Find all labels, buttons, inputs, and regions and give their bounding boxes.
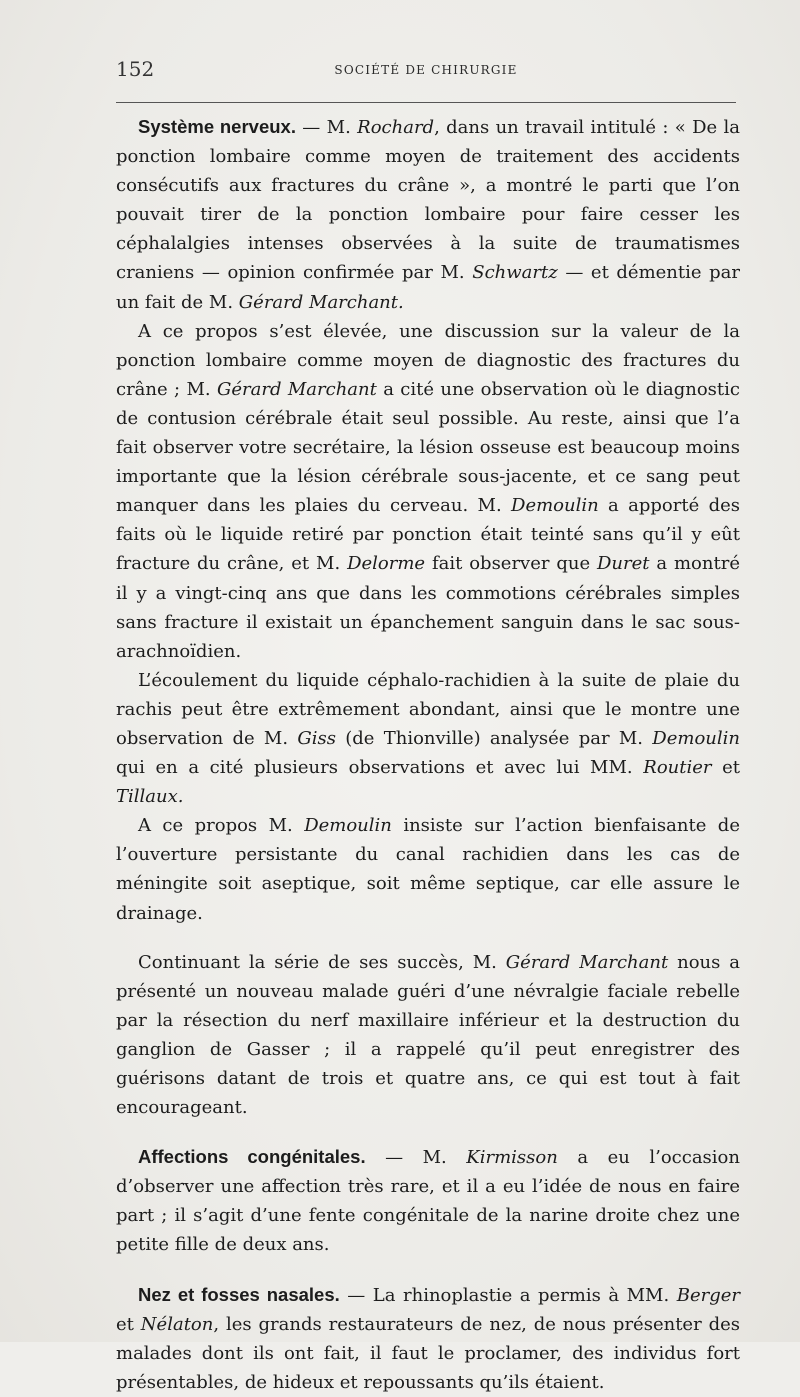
body-text bbox=[116, 112, 740, 1397]
text-run: nous a présenté un nouveau malade guéri d’une névralgie faciale rebelle par la résection du nerf maxillaire inférieur et la destruction du ganglion de Gasser ; il a rappelé qu’il peut enregistrer des guérisons datant de trois et quatre ans, ce qui est tout à fait encourageant. bbox=[116, 951, 741, 1119]
person-name: Tillaux. bbox=[116, 786, 184, 808]
text-run: fait observer que bbox=[425, 553, 597, 575]
text-run: — et démentie par un fait de M. bbox=[116, 262, 740, 313]
person-name: Schwartz bbox=[472, 262, 558, 284]
section-heading: Nez et fosses nasales. bbox=[138, 1283, 340, 1305]
person-name: Gérard Marchant bbox=[505, 951, 669, 973]
person-name: Nélaton bbox=[140, 1313, 214, 1335]
text-run: a cité une observation où le diagnostic de contusion cérébrale était seul possible. Au reste, ainsi que l’a fait observer votre secrétaire, la lésion osseuse est beaucoup moins importante que la lésion cérébrale sous-jacente, et ce sang peut manquer dans les plaies du cerveau. M. bbox=[116, 378, 740, 517]
paragraph bbox=[116, 112, 740, 317]
paragraph bbox=[116, 317, 740, 666]
page-header bbox=[116, 55, 736, 85]
text-run: A ce propos s’est élevée, une discussion sur la valeur de la ponction lombaire comme moyen de diagnostic des fractures du crâne ; M. bbox=[116, 320, 740, 400]
text-run: qui en a cité plusieurs observations et avec lui MM. bbox=[116, 757, 644, 779]
text-run: a montré il y a vingt-cinq ans que dans les commotions cérébrales simples sans fracture il existait un épanchement sanguin dans le sac sous-arachnoïdien. bbox=[116, 553, 740, 662]
person-name: Delorme bbox=[347, 553, 426, 575]
text-run: (de Thionville) analysée par M. bbox=[335, 727, 653, 749]
text-run: Continuant la série de ses succès, M. bbox=[138, 951, 506, 973]
text-run: a eu l’occasion d’observer une affection très rare, et il a eu l’idée de nous en faire part ; il s’agit d’une fente congénitale de la narine droite chez une petite fille de deux ans. bbox=[116, 1147, 740, 1256]
person-name: Berger bbox=[676, 1284, 740, 1306]
person-name: Gérard Marchant bbox=[216, 378, 377, 400]
paragraph bbox=[116, 948, 740, 1123]
text-run: insiste sur l’action bienfaisante de l’ouverture persistante du canal rachidien dans les cas de méningite soit aseptique, soit même septique, car elle assure le drainage. bbox=[116, 815, 740, 924]
person-name: Demoulin bbox=[652, 727, 740, 749]
person-name: Giss bbox=[297, 727, 336, 749]
person-name: Kirmisson bbox=[466, 1147, 558, 1169]
text-run: a apporté des faits où le liquide retiré par ponction était teinté sans qu’il y eût fracture du crâne, et M. bbox=[116, 495, 740, 575]
page-number: 152 bbox=[116, 57, 155, 81]
section-gap bbox=[116, 1260, 740, 1280]
text-run: , dans un travail intitulé : « De la ponction lombaire comme moyen de traitement des accidents consécutifs aux fractures du crâne », a montré le parti que l’on pouvait tirer de la ponction lombaire pour faire cesser les céphalalgies intenses observées à la suite de traumatismes craniens — opinion confirmée par M. bbox=[116, 117, 740, 284]
text-run: — M. bbox=[365, 1147, 467, 1169]
text-run: et bbox=[711, 757, 740, 779]
text-run: A ce propos M. bbox=[138, 815, 305, 837]
section-gap bbox=[116, 1122, 740, 1142]
text-run: , les grands restaurateurs de nez, de nous présenter des malades dont ils ont fait, il faut le proclamer, des individus fort présentables, de hideux et repoussants qu’ils étaient. bbox=[116, 1313, 740, 1393]
text-run: — M. bbox=[295, 117, 358, 138]
section-heading: Système nerveux. bbox=[138, 116, 296, 137]
person-name: Gérard Marchant. bbox=[238, 291, 404, 313]
person-name: Rochard bbox=[357, 117, 435, 138]
section-heading: Affections congénitales. bbox=[138, 1146, 366, 1168]
paragraph bbox=[116, 811, 740, 927]
person-name: Demoulin bbox=[304, 815, 392, 837]
paragraph bbox=[116, 1142, 740, 1259]
text-run: — La rhinoplastie a permis à MM. bbox=[339, 1284, 677, 1306]
paragraph bbox=[116, 666, 740, 811]
person-name: Duret bbox=[597, 553, 650, 575]
running-head: SOCIÉTÉ DE CHIRURGIE bbox=[334, 63, 518, 77]
header-rule bbox=[116, 102, 736, 103]
text-run: L’écoulement du liquide céphalo-rachidien à la suite de plaie du rachis peut être extrêmement abondant, ainsi que le montre une observation de M. bbox=[116, 669, 740, 749]
section-gap bbox=[116, 928, 740, 948]
person-name: Routier bbox=[643, 757, 712, 779]
text-run: et bbox=[116, 1313, 141, 1335]
person-name: Demoulin bbox=[511, 495, 599, 517]
paragraph bbox=[116, 1280, 740, 1397]
